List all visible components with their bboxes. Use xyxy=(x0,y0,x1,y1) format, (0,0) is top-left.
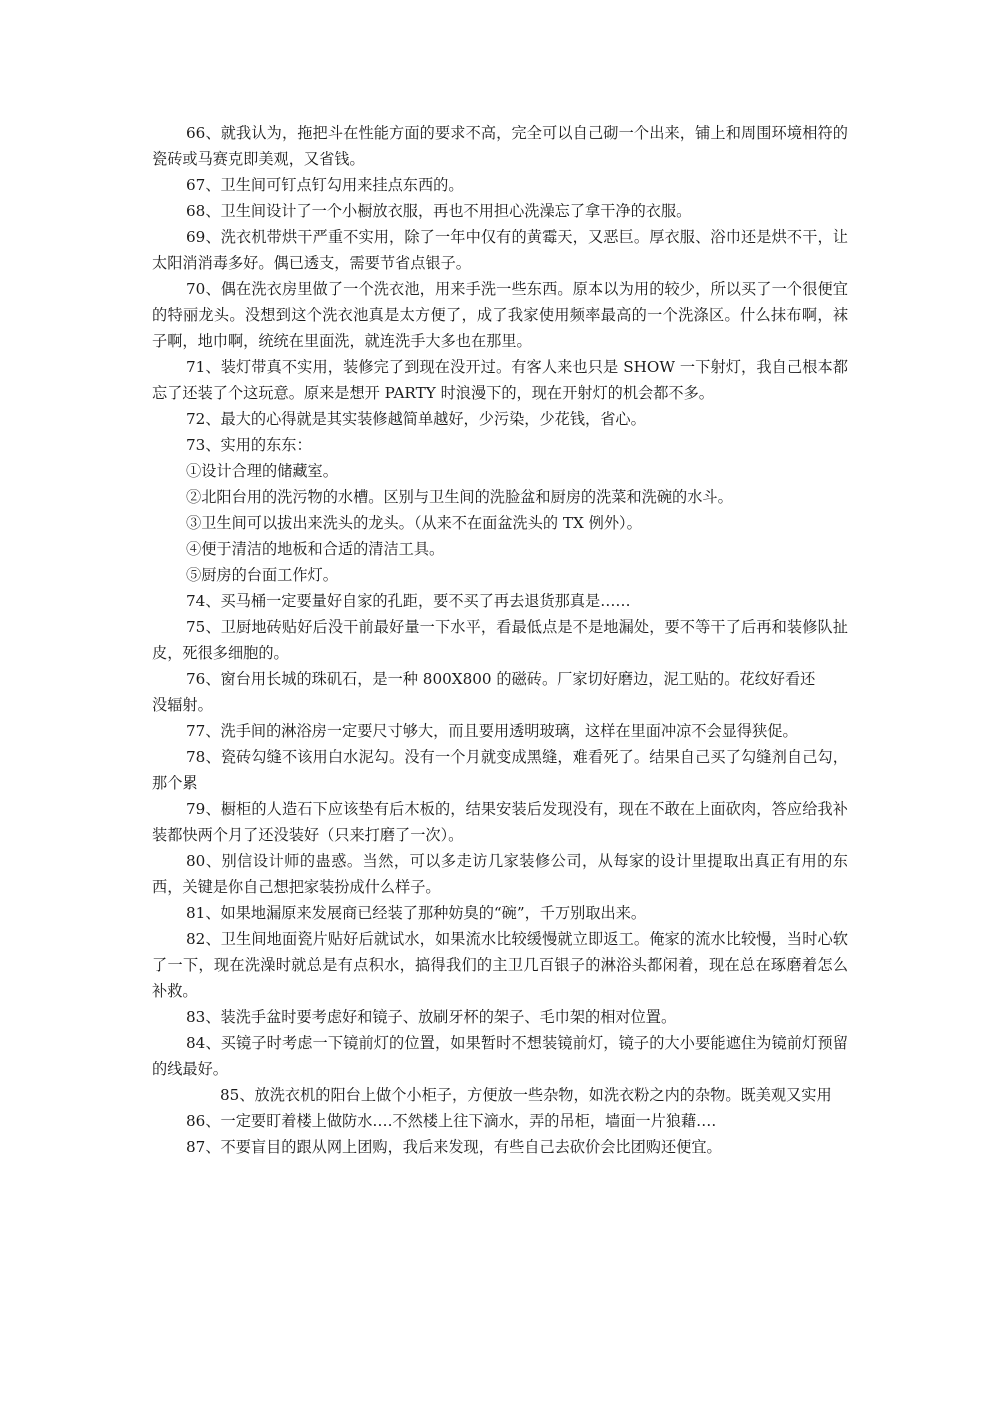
paragraph-68: 68、卫生间设计了一个小橱放衣服，再也不用担心洗澡忘了拿干净的衣服。 xyxy=(186,202,692,220)
paragraph-87: 87、不要盲目的跟从网上团购，我后来发现，有些自己去砍价会比团购还便宜。 xyxy=(186,1138,722,1156)
paragraph-69: 69、洗衣机带烘干严重不实用，除了一年中仅有的黄霉天，又恶巨。厚衣服、浴巾还是烘不干，让太阳消消毒多好。偶已透支，需要节省点银子。 xyxy=(152,228,848,272)
list-item-2: ②北阳台用的洗污物的水槽。区别与卫生间的洗脸盆和厨房的洗菜和洗碗的水斗。 xyxy=(186,488,733,506)
paragraph-66: 66、就我认为，拖把斗在性能方面的要求不高，完全可以自己砌一个出来，铺上和周围环境相符的瓷砖或马赛克即美观，又省钱。 xyxy=(152,124,848,168)
document-body xyxy=(152,120,848,1160)
paragraph-76: 76、窗台用长城的珠矶石，是一种 800X800 的磁砖。厂家切好磨边，泥工贴的。花纹好看还 xyxy=(186,670,816,688)
list-item-4: ④便于清洁的地板和合适的清洁工具。 xyxy=(186,540,445,558)
paragraph-83: 83、装洗手盆时要考虑好和镜子、放刷牙杯的架子、毛巾架的相对位置。 xyxy=(186,1008,677,1026)
paragraph-78: 78、瓷砖勾缝不该用白水泥勾。没有一个月就变成黑缝，难看死了。结果自己买了勾缝剂自己勾，那个累 xyxy=(152,748,848,792)
paragraph-79: 79、橱柜的人造石下应该垫有后木板的，结果安装后发现没有，现在不敢在上面砍肉，答应给我补装都快两个月了还没装好（只来打磨了一次）。 xyxy=(152,800,848,844)
paragraph-86: 86、一定要盯着楼上做防水….不然楼上往下滴水，弄的吊柜，墙面一片狼藉…. xyxy=(186,1112,717,1130)
paragraph-82: 82、卫生间地面瓷片贴好后就试水，如果流水比较缓慢就立即返工。俺家的流水比较慢，当时心软了一下，现在洗澡时就总是有点积水，搞得我们的主卫几百银子的淋浴头都闲着，现在总在琢磨着怎么补救。 xyxy=(152,930,848,1000)
list-item-3: ③卫生间可以拔出来洗头的龙头。（从来不在面盆洗头的 TX 例外）。 xyxy=(186,514,642,532)
paragraph-73: 73、实用的东东： xyxy=(186,436,312,454)
paragraph-80: 80、别信设计师的蛊惑。当然，可以多走访几家装修公司，从每家的设计里提取出真正有用的东西，关键是你自己想把家装扮成什么样子。 xyxy=(152,852,848,896)
paragraph-76-continued: 没辐射。 xyxy=(152,696,213,714)
paragraph-67: 67、卫生间可钉点钉勾用来挂点东西的。 xyxy=(186,176,464,194)
paragraph-70: 70、偶在洗衣房里做了一个洗衣池，用来手洗一些东西。原本以为用的较少，所以买了一个很便宜的特丽龙头。没想到这个洗衣池真是太方便了，成了我家使用频率最高的一个洗涤区。什么抹布啊，袜子啊，地巾啊，统统在里面洗，就连洗手大多也在那里。 xyxy=(152,280,848,350)
list-item-1: ①设计合理的储藏室。 xyxy=(186,462,338,480)
paragraph-84: 84、买镜子时考虑一下镜前灯的位置，如果暂时不想装镜前灯，镜子的大小要能遮住为镜前灯预留的线最好。 xyxy=(152,1034,848,1078)
paragraph-74: 74、买马桶一定要量好自家的孔距，要不买了再去退货那真是…… xyxy=(186,592,631,610)
paragraph-72: 72、最大的心得就是其实装修越简单越好，少污染，少花钱，省心。 xyxy=(186,410,646,428)
paragraph-75: 75、卫厨地砖贴好后没干前最好量一下水平，看最低点是不是地漏处，要不等干了后再和装修队扯皮，死很多细胞的。 xyxy=(152,618,848,662)
paragraph-77: 77、洗手间的淋浴房一定要尺寸够大，而且要用透明玻璃，这样在里面冲凉不会显得狭促。 xyxy=(186,722,798,740)
paragraph-85: 85、放洗衣机的阳台上做个小柜子，方便放一些杂物，如洗衣粉之内的杂物。既美观又实用 xyxy=(220,1086,832,1104)
paragraph-71: 71、装灯带真不实用，装修完了到现在没开过。有客人来也只是 SHOW 一下射灯，我自己根本都忘了还装了个这玩意。原来是想开 PARTY 时浪漫下的，现在开射灯的机会都不多。 xyxy=(152,358,848,402)
list-item-5: ⑤厨房的台面工作灯。 xyxy=(186,566,338,584)
paragraph-81: 81、如果地漏原来发展商已经装了那种妨臭的“碗”，千万别取出来。 xyxy=(186,904,647,922)
